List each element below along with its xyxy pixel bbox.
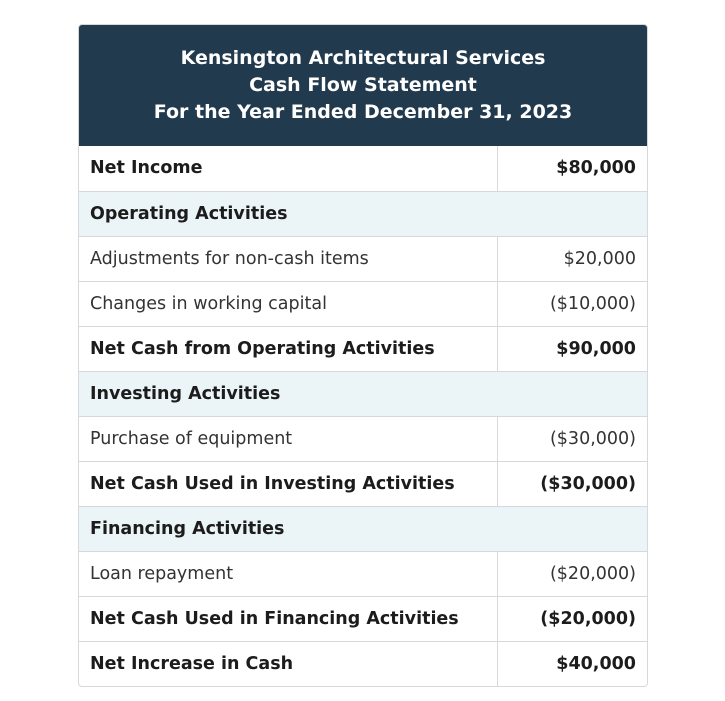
cash-flow-table (79, 146, 647, 686)
table-row-net-cash-investing (79, 461, 647, 506)
table-row-net-income (79, 146, 647, 191)
table-row (79, 551, 647, 596)
row-amount: ($30,000) (498, 416, 648, 461)
section-row-operating (79, 191, 647, 236)
table-row (79, 236, 647, 281)
row-label: Adjustments for non-cash items (79, 236, 498, 281)
row-label: Net Cash Used in Financing Activities (79, 596, 498, 641)
row-label: Net Cash from Operating Activities (79, 326, 498, 371)
row-amount: ($20,000) (498, 551, 648, 596)
table-row-net-increase (79, 641, 647, 686)
table-row-net-cash-financing (79, 596, 647, 641)
table-row-net-cash-operating (79, 326, 647, 371)
row-label: Loan repayment (79, 551, 498, 596)
row-amount: $90,000 (498, 326, 648, 371)
section-label: Investing Activities (79, 371, 647, 416)
row-amount: ($20,000) (498, 596, 648, 641)
row-amount: ($10,000) (498, 281, 648, 326)
row-amount: $40,000 (498, 641, 648, 686)
row-label: Net Income (79, 146, 498, 191)
section-label: Operating Activities (79, 191, 647, 236)
table-row (79, 416, 647, 461)
section-row-investing (79, 371, 647, 416)
row-amount: $80,000 (556, 158, 636, 179)
row-amount: ($30,000) (498, 461, 648, 506)
section-row-financing (79, 506, 647, 551)
row-label: Net Increase in Cash (79, 641, 498, 686)
company-name: Kensington Architectural Services (180, 47, 546, 69)
statement-period: For the Year Ended December 31, 2023 (153, 101, 573, 123)
statement-header (79, 25, 647, 146)
table-row (79, 281, 647, 326)
row-label: Purchase of equipment (79, 416, 498, 461)
cash-flow-statement-card (78, 24, 648, 687)
statement-title: Cash Flow Statement (249, 74, 477, 96)
row-label: Changes in working capital (79, 281, 498, 326)
row-label: Net Cash Used in Investing Activities (79, 461, 498, 506)
section-label: Financing Activities (79, 506, 647, 551)
row-amount: $20,000 (498, 236, 648, 281)
